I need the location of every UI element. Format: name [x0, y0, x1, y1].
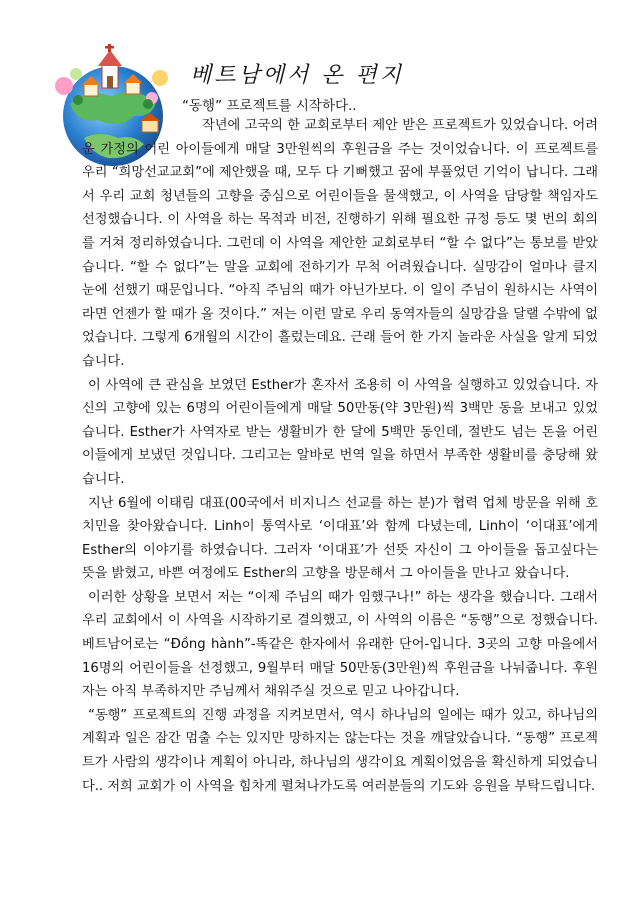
paragraph-2: 이 사역에 큰 관심을 보였던 Esther가 혼자서 조용히 이 사역을 실행하고 있었습니다. 자신의 고향에 있는 6명의 어린이들에게 매달 50만동(약 3만원)씩 3백만 동을 보내고 있었습니다. Esther가 사역자로 받는 생활비가 한 달에 5백만 동인데, 절반도 넘는 돈을 어린이들에게 보냈던 것입니다. 그리고는 알바로 번역 일을 하면서 부족한 생활비를 충당해 왔습니다.: [82, 377, 598, 487]
paragraph-1: 작년에 고국의 한 교회로부터 제안 받은 프로젝트가 있었습니다. 어려운 가정의 어린 아이들에게 매달 3만원씩의 후원금을 주는 것이었습니다. 이 프로젝트를 우리 “희망선교교회”에 제안했을 때, 모두 다 기뻐했고 꿈에 부풀었던 기억이 납니다. 그래서 우리 교회 청년들의 고향을 중심으로 어린이들을 물색했고, 이 사역을 담당할 책임자도 선정했습니다. 이 사역을 하는 목적과 비전, 진행하기 위해 필요한 규정 등도 몇 번의 회의를 거쳐 정리하였습니다. 그런데 이 사역을 제안한 교회로부터 “할 수 없다”는 통보를 받았습니다. “할 수 없다”는 말을 교회에 전하기가 무척 어려웠습니다. 실망감이 얼마나 클지 눈에 선했기 때문입니다. “아직 주님의 때가 아닌가보다. 이 일이 주님이 원하시는 사역이라면 언젠가 할 때가 올 것이다.” 저는 이런 말로 우리 동역자들의 실망감을 달랠 수밖에 없었습니다. 그렇게 6개월의 시간이 흘렀는데요. 근래 들어 한 가지 놀라운 사실을 알게 되었습니다.: [82, 118, 598, 369]
paragraph-5: “동행” 프로젝트의 진행 과정을 지켜보면서, 역시 하나님의 일에는 때가 있고, 하나님의 계획과 일은 잠간 멈출 수는 있지만 망하지는 않는다는 것을 깨달았습니다. “동행” 프로젝트가 사람의 생각이나 계획이 아니라, 하나님의 생각이요 계획이었음을 확신하게 되었습니다.. 저희 교회가 이 사역을 힘차게 펼쳐나가도록 여러분들의 기도와 응원을 부탁드립니다.: [82, 707, 598, 794]
letter-body: [82, 114, 598, 798]
page-subtitle: “동행” 프로젝트를 시작하다..: [182, 98, 357, 114]
paragraph-4: 이러한 상황을 보면서 저는 “이제 주님의 때가 임했구나!” 하는 생각을 했습니다. 그래서 우리 교회에서 이 사역을 시작하기로 결의했고, 이 사역의 이름은 “동행”으로 정했습니다. 베트남어로는 “Đồng hành”-똑같은 한자에서 유래한 단어-입니다. 3곳의 고향 마을에서 16명의 어린이들을 선정했고, 9월부터 매달 50만동(3만원)씩 후원금을 나눠줍니다. 후원자는 아직 부족하지만 주님께서 채워주실 것으로 믿고 나아갑니다.: [82, 589, 598, 700]
paragraph-3: 지난 6월에 이태림 대표(00국에서 비지니스 선교를 하는 분)가 협력 업체 방문을 위해 호치민을 찾아왔습니다. Linh이 통역사로 ‘이대표’와 함께 다녔는데, Linh이 ‘이대표’에게 Esther의 이야기를 하였습니다. 그러자 ‘이대표’가 선뜻 자신이 그 아이들을 돕고싶다는 뜻을 밝혔고, 바쁜 여정에도 Esther의 고향을 방문해서 그 아이들을 만나고 왔습니다.: [82, 495, 598, 582]
page-title: 베트남에서 온 편지: [190, 63, 405, 88]
